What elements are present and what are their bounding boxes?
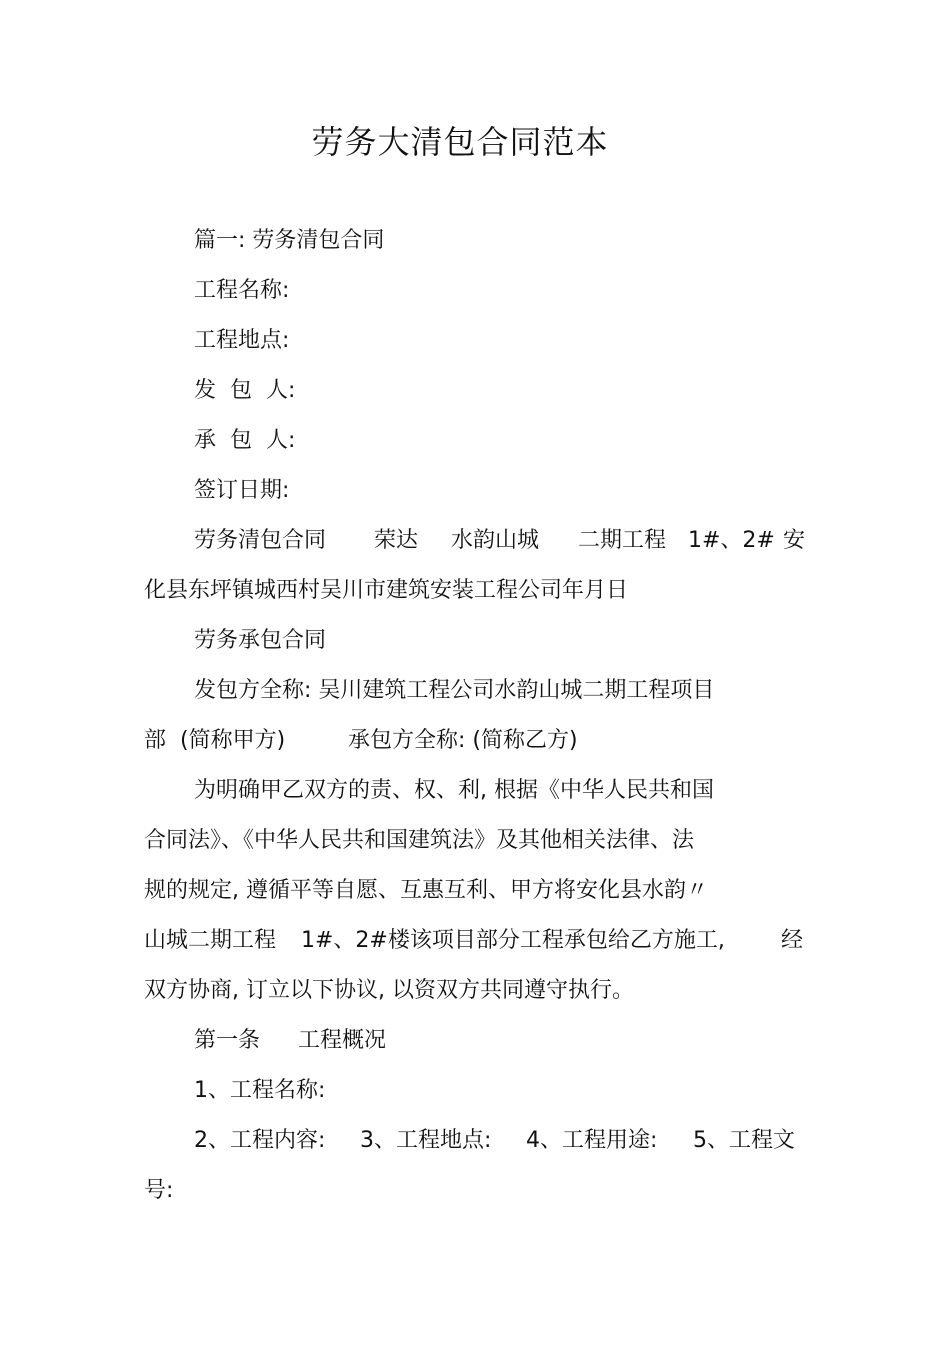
section-heading: 篇一: 劳务清包合同 <box>194 228 385 253</box>
article1-item-2: 2、工程内容: <box>194 1128 326 1153</box>
article1-heading-a: 第一条 <box>194 1028 261 1053</box>
intro-line-4c: 经 <box>781 928 804 953</box>
cover-line-part6: 安 <box>783 528 806 553</box>
field-project-name: 工程名称: <box>194 278 290 303</box>
intro-line-5: 双方协商, 订立以下协议, 以资双方共同遵守执行。 <box>144 978 634 1003</box>
field-project-location: 工程地点: <box>194 328 290 353</box>
article1-heading-b: 工程概况 <box>298 1028 387 1053</box>
field-contractor: 承 包 人: <box>194 428 296 453</box>
document-title: 劳务大清包合同范本 <box>311 123 609 161</box>
party-line-2a: 部 <box>144 728 167 753</box>
article1-item-5-cont: 号: <box>144 1178 174 1203</box>
field-issuer: 发 包 人: <box>194 378 296 403</box>
party-line-1: 发包方全称: 吴川建筑工程公司水韵山城二期工程项目 <box>194 678 715 703</box>
intro-line-4a: 山城二期工程 <box>144 928 277 953</box>
party-line-2b: (简称甲方) <box>180 728 286 753</box>
intro-line-3: 规的规定, 遵循平等自愿、互惠互利、甲方将安化县水韵〃 <box>144 878 708 903</box>
article1-item-5: 5、工程文 <box>693 1128 795 1153</box>
intro-line-1: 为明确甲乙双方的责、权、利, 根据《中华人民共和国 <box>194 778 714 803</box>
intro-line-2: 合同法》、《中华人民共和国建筑法》及其他相关法律、法 <box>144 828 695 853</box>
cover-line-part1: 劳务清包合同 <box>194 528 327 553</box>
article1-item-3: 3、工程地点: <box>360 1128 492 1153</box>
party-line-2c: 承包方全称: (简称乙方) <box>348 728 578 753</box>
cover-line-continuation: 化县东坪镇城西村吴川市建筑安装工程公司年月日 <box>144 578 629 603</box>
field-sign-date: 签订日期: <box>194 478 290 503</box>
cover-line-part2: 荣达 <box>374 528 419 553</box>
contract-subtitle: 劳务承包合同 <box>194 628 327 653</box>
cover-line-part4: 二期工程 <box>578 528 667 553</box>
cover-line-part5: 1#、2# <box>688 528 775 553</box>
article1-item-4: 4、工程用途: <box>526 1128 658 1153</box>
article1-item-1: 1、工程名称: <box>194 1078 326 1103</box>
cover-line-part3: 水韵山城 <box>451 528 540 553</box>
intro-line-4b: 1#、2#楼该项目部分工程承包给乙方施工, <box>301 928 725 953</box>
